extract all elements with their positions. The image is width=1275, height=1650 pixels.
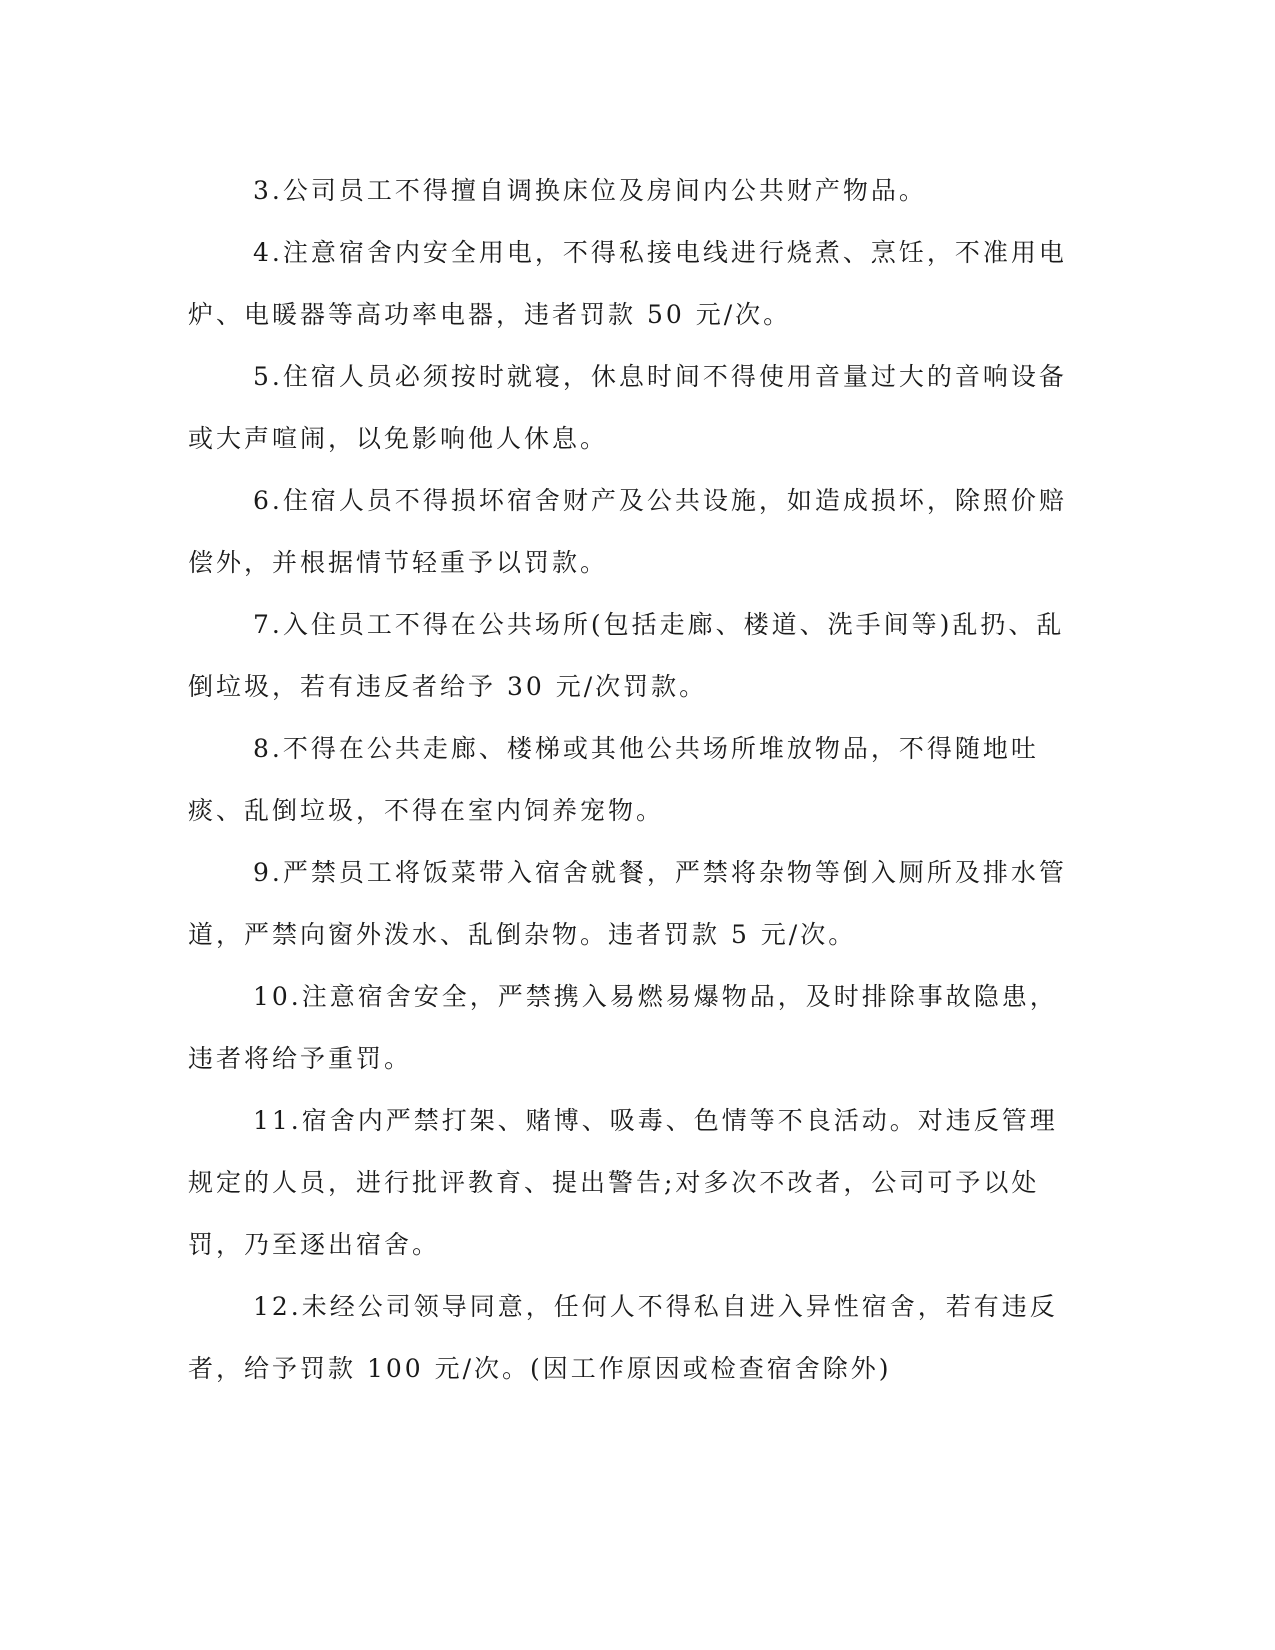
rule-paragraph-7: 7.入住员工不得在公共场所(包括走廊、楼道、洗手间等)乱扔、乱倒垃圾，若有违反者给予 30 元/次罚款。	[188, 610, 1065, 701]
rule-paragraph-11: 11.宿舍内严禁打架、赌博、吸毒、色情等不良活动。对违反管理规定的人员，进行批评教育、提出警告;对多次不改者，公司可予以处罚，乃至逐出宿舍。	[188, 1106, 1058, 1259]
rule-paragraph-4: 4.注意宿舍内安全用电，不得私接电线进行烧煮、烹饪，不准用电炉、电暖器等高功率电器，违者罚款 50 元/次。	[188, 238, 1067, 329]
rule-paragraph-3: 3.公司员工不得擅自调换床位及房间内公共财产物品。	[253, 176, 927, 205]
rule-paragraph-6: 6.住宿人员不得损坏宿舍财产及公共设施，如造成损坏，除照价赔偿外，并根据情节轻重予以罚款。	[188, 486, 1067, 577]
rule-paragraph-9: 9.严禁员工将饭菜带入宿舍就餐，严禁将杂物等倒入厕所及排水管道，严禁向窗外泼水、乱倒杂物。违者罚款 5 元/次。	[188, 858, 1067, 949]
rule-paragraph-10: 10.注意宿舍安全，严禁携入易燃易爆物品，及时排除事故隐患，违者将给予重罚。	[188, 982, 1058, 1073]
document-body	[188, 160, 1078, 1400]
rule-paragraph-5: 5.住宿人员必须按时就寝，休息时间不得使用音量过大的音响设备或大声喧闹，以免影响他人休息。	[188, 362, 1067, 453]
rule-paragraph-12: 12.未经公司领导同意，任何人不得私自进入异性宿舍，若有违反者，给予罚款 100 元/次。(因工作原因或检查宿舍除外)	[188, 1292, 1058, 1383]
rule-paragraph-8: 8.不得在公共走廊、楼梯或其他公共场所堆放物品，不得随地吐痰、乱倒垃圾，不得在室内饲养宠物。	[188, 734, 1039, 825]
